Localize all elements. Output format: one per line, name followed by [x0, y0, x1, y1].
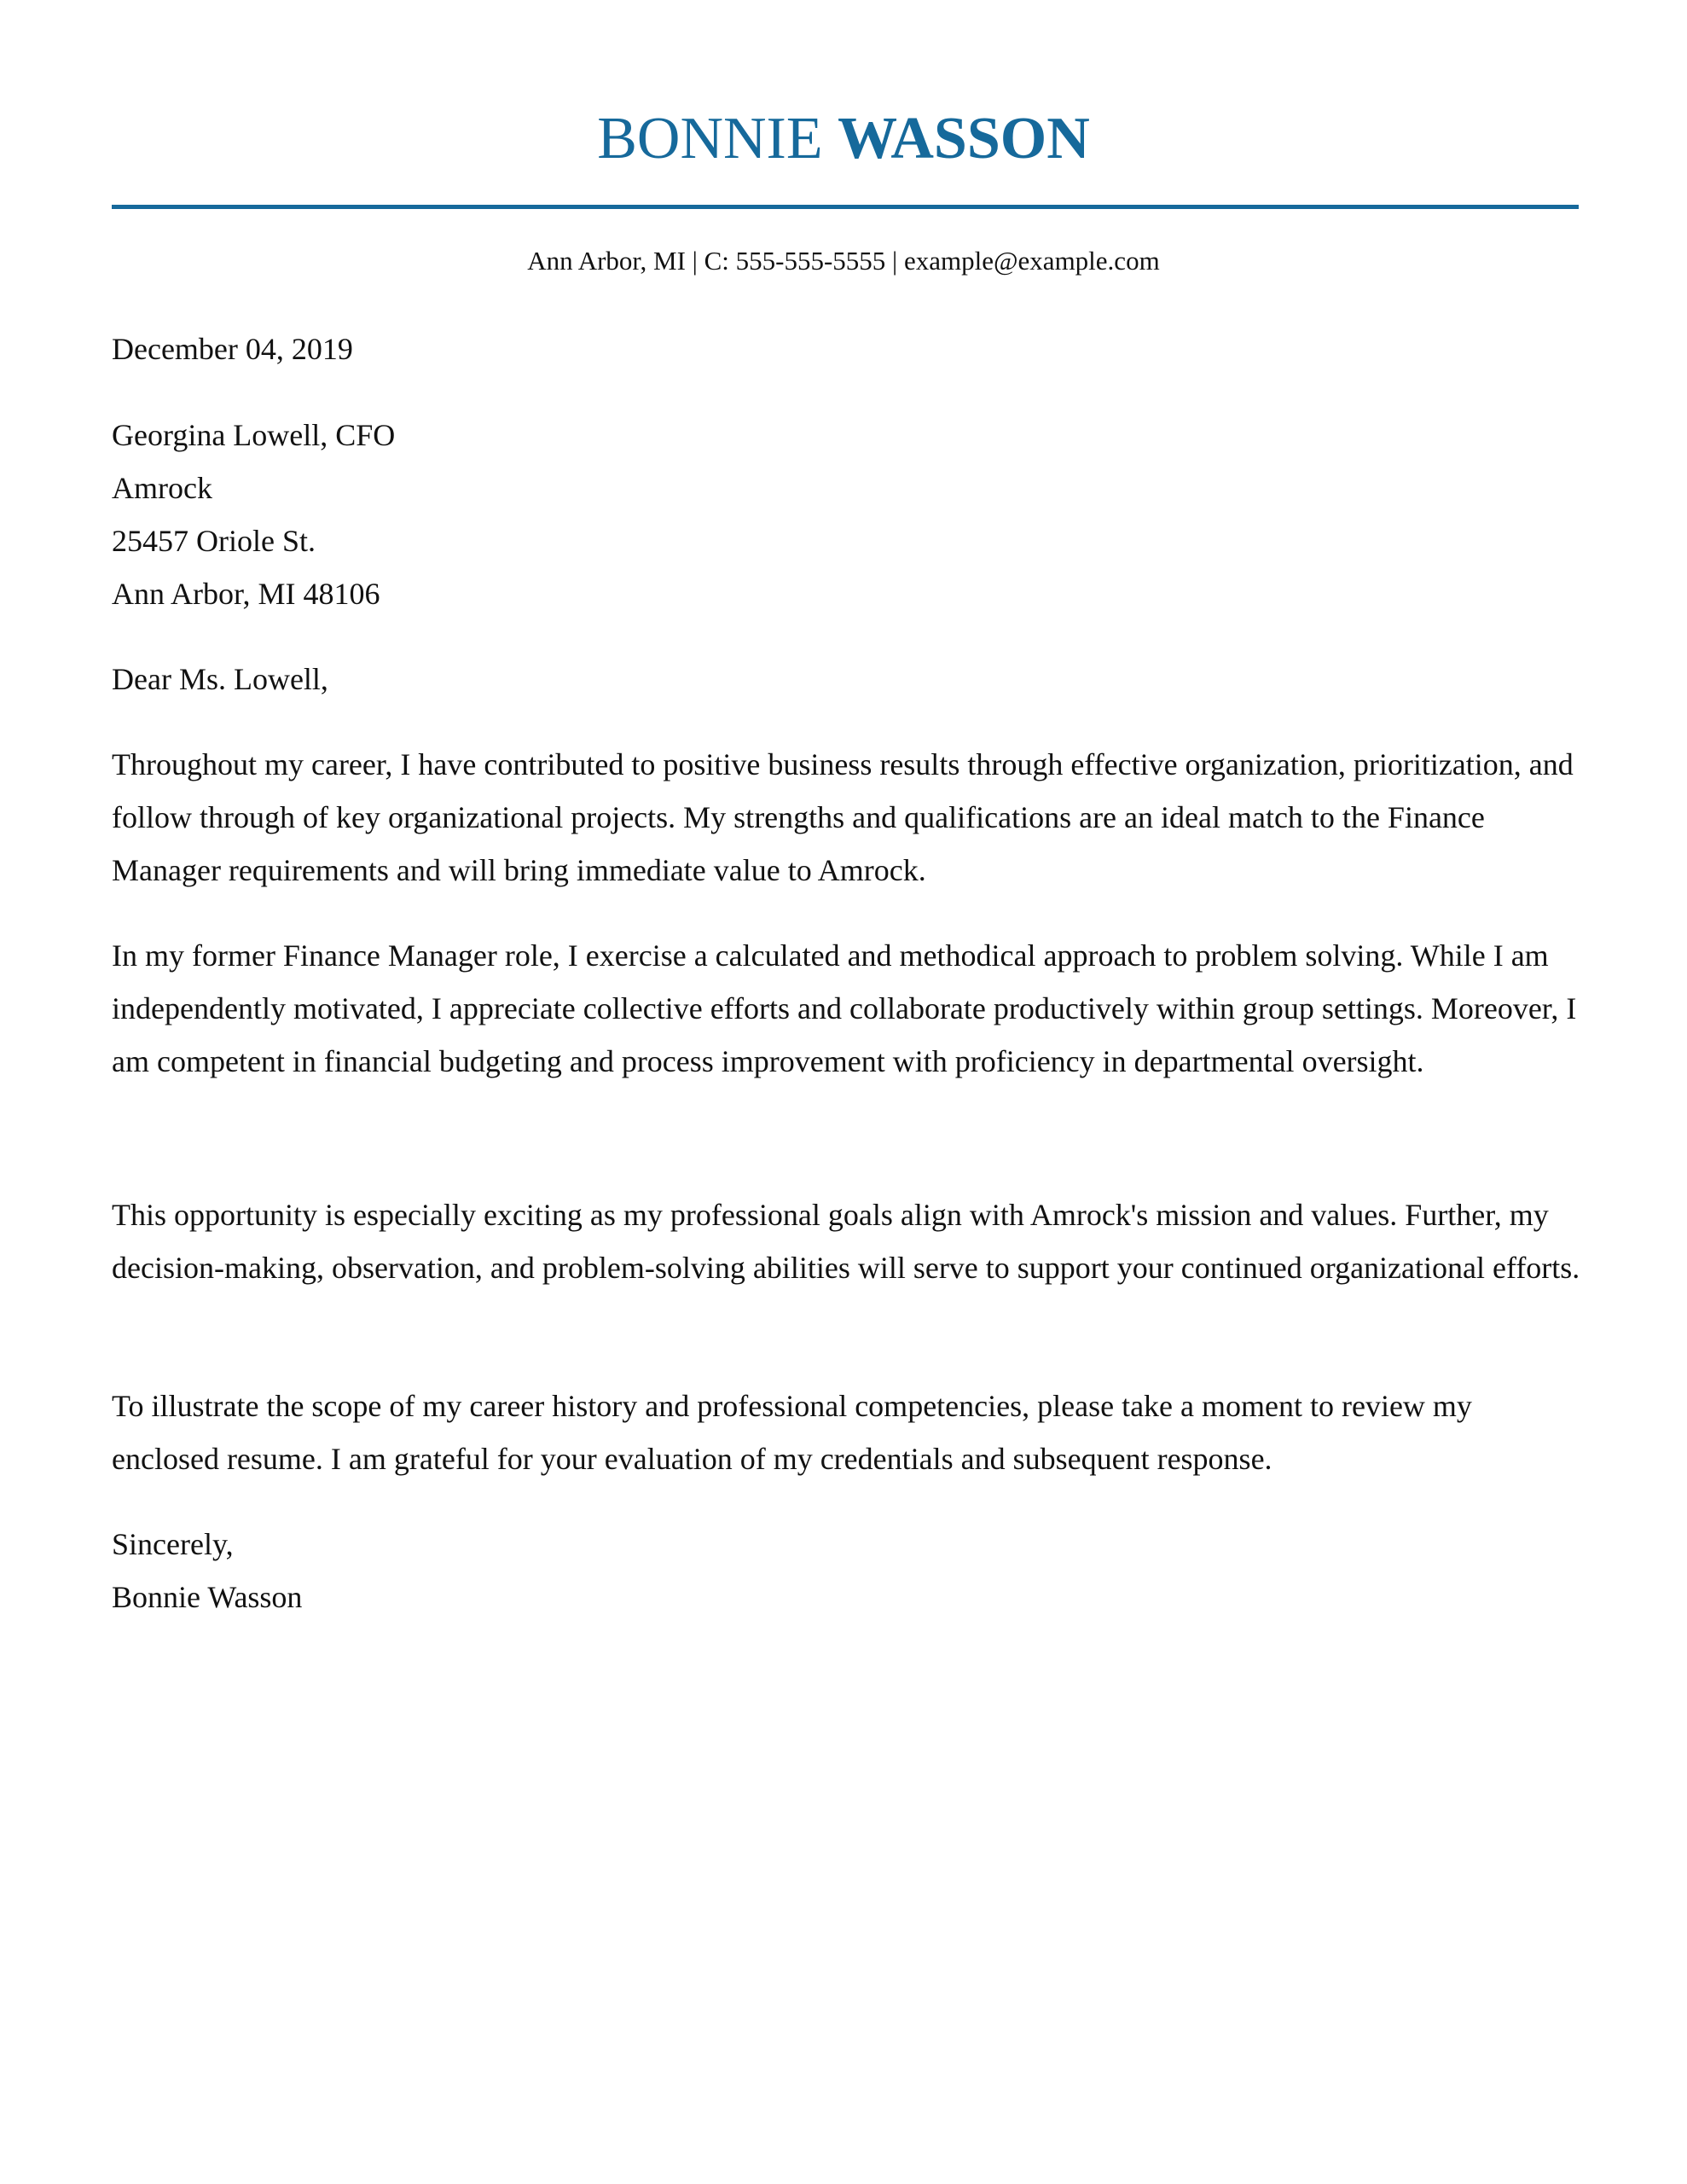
- salutation-text: Dear Ms. Lowell,: [112, 662, 328, 696]
- letter-date: [112, 322, 1583, 375]
- body-paragraph-2: [112, 929, 1583, 1088]
- closing: [112, 1518, 1583, 1623]
- last-name: WASSON: [838, 106, 1090, 171]
- body-paragraph-4: [112, 1380, 1583, 1485]
- paragraph-text: To illustrate the scope of my career history and professional competencies, please take a moment to review my enclosed resume. I am grateful for your evaluation of my credentials and subsequent response.: [112, 1389, 1472, 1476]
- paragraph-text: In my former Finance Manager role, I exercise a calculated and methodical approach to problem solving. While I am independently motivated, I appreciate collective efforts and collaborate productively within group settings. Moreover, I am competent in financial budgeting and process improvement with proficiency in departmental oversight.: [112, 938, 1577, 1078]
- date-text: December 04, 2019: [112, 332, 353, 366]
- recipient-company: Amrock: [112, 471, 212, 505]
- salutation: [112, 653, 1583, 706]
- header-divider: [112, 205, 1579, 209]
- applicant-name-heading: [0, 101, 1687, 177]
- signature: Bonnie Wasson: [112, 1580, 303, 1614]
- body-paragraph-3: [112, 1188, 1583, 1294]
- recipient-street: 25457 Oriole St.: [112, 524, 316, 558]
- body-paragraph-1: [112, 738, 1583, 897]
- recipient-name-title: Georgina Lowell, CFO: [112, 418, 396, 452]
- contact-line: Ann Arbor, MI | C: 555-555-5555 | example@example.com: [527, 246, 1160, 276]
- recipient-address: [112, 409, 1583, 620]
- paragraph-text: Throughout my career, I have contributed to positive business results through effective organization, prioritization, and follow through of key organizational projects. My strengths and qualifications are an ideal match to the Finance Manager requirements and will bring immediate value to Amrock.: [112, 747, 1574, 887]
- paragraph-text: This opportunity is especially exciting as my professional goals align with Amrock's mission and values. Further, my decision-making, observation, and problem-solving abilities will serve to support your continued organizational efforts.: [112, 1198, 1580, 1285]
- recipient-city-state-zip: Ann Arbor, MI 48106: [112, 577, 380, 611]
- valediction: Sincerely,: [112, 1527, 234, 1561]
- first-name: BONNIE: [597, 106, 823, 171]
